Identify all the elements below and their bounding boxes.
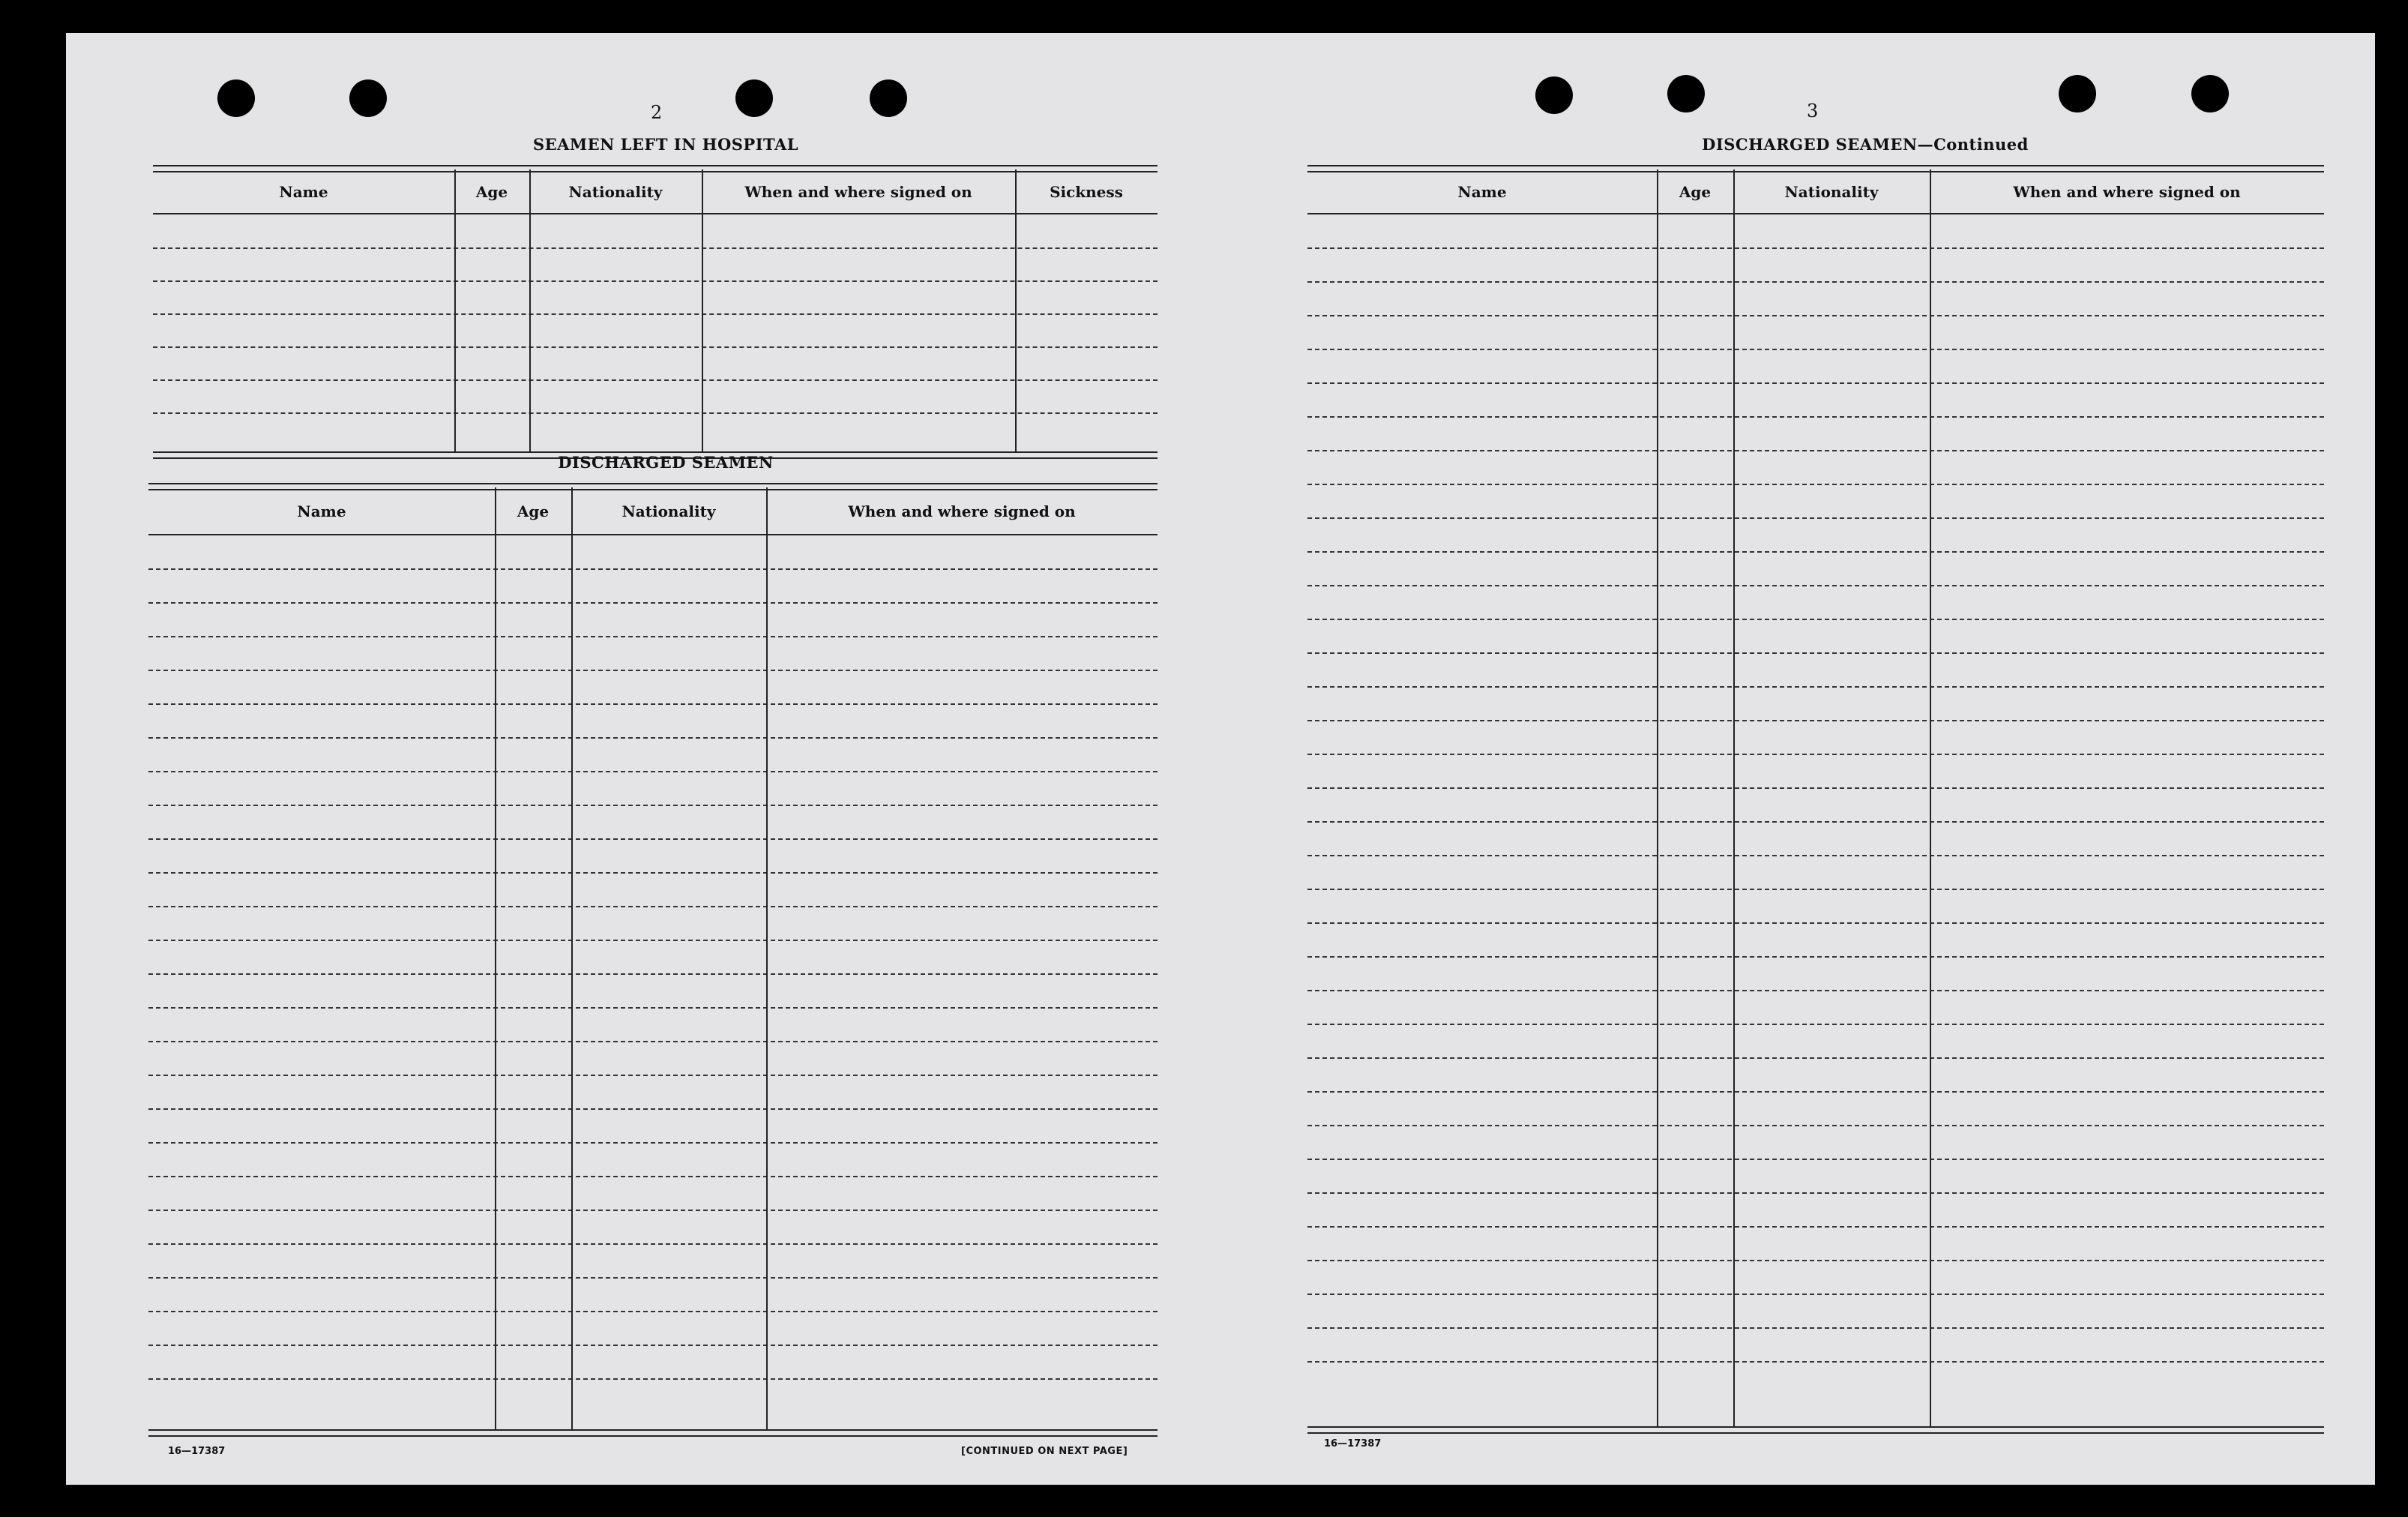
col-header-signed-on: When and where signed on [848, 502, 1076, 520]
col-header-signed-on: When and where signed on [2013, 183, 2241, 201]
discharged-continued-table [1307, 165, 2324, 1432]
col-header-age: Age [475, 183, 508, 201]
punch-hole [2059, 75, 2096, 112]
col-header-age: Age [1679, 183, 1712, 201]
punch-hole [1667, 75, 1705, 112]
page-number-left: 2 [651, 102, 663, 123]
col-header-age: Age [517, 502, 550, 520]
form-sheet [66, 33, 2375, 1485]
col-header-nationality: Nationality [1784, 183, 1879, 201]
punch-hole [217, 79, 255, 117]
discharged-section-title: DISCHARGED SEAMEN [558, 453, 774, 472]
form-number-left: 16—17387 [168, 1446, 226, 1457]
punch-hole [2191, 75, 2229, 112]
page-number-right: 3 [1807, 100, 1819, 121]
discharged-continued-title-main: DISCHARGED SEAMEN [1702, 135, 1918, 154]
punch-hole [1535, 76, 1573, 114]
continued-note: [CONTINUED ON NEXT PAGE] [961, 1446, 1128, 1457]
col-header-name: Name [1457, 183, 1507, 201]
col-header-nationality: Nationality [568, 183, 663, 201]
discharged-continued-title-suffix: —Continued [1917, 135, 2029, 154]
punch-hole [349, 79, 387, 117]
hospital-table [153, 165, 1158, 465]
punch-hole [870, 79, 907, 117]
col-header-sickness: Sickness [1050, 183, 1123, 201]
hospital-section-title: SEAMEN LEFT IN HOSPITAL [532, 135, 799, 154]
col-header-nationality: Nationality [621, 502, 716, 520]
punch-hole [735, 79, 773, 117]
form-number-right: 16—17387 [1324, 1438, 1382, 1450]
col-header-signed-on: When and where signed on [744, 183, 972, 201]
discharged-table [148, 483, 1158, 1450]
discharged-continued-title [1633, 135, 2098, 154]
col-header-name: Name [279, 183, 328, 201]
col-header-name: Name [297, 502, 346, 520]
